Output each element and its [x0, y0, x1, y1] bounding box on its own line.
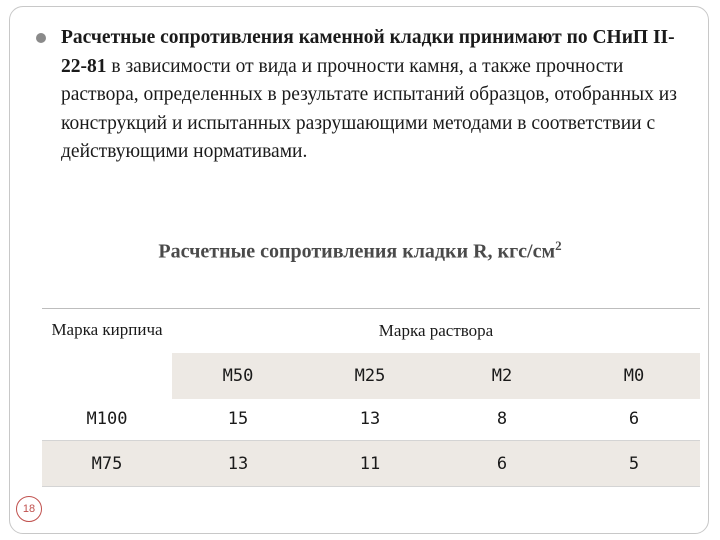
mortar-grade-cell: М2 — [491, 365, 513, 386]
mortar-grade-cell: М25 — [354, 365, 386, 386]
table-row — [42, 399, 700, 441]
mortar-grade-cell: М0 — [623, 365, 645, 386]
table-row — [42, 441, 700, 487]
intro-rest-text: в зависимости от вида и прочности камня, а также прочности раствора, определенных в результате испытаний образцов, отобранных из конструкций и испытанных разрушающими методами в соответствии с действующими нормативами. — [61, 55, 677, 162]
intro-text — [61, 24, 686, 167]
mortar-grade-header: Марка раствора — [172, 309, 700, 353]
mortar-grade-cell: М50 — [222, 365, 254, 386]
table-title — [0, 238, 720, 264]
value-cell: 5 — [628, 453, 640, 474]
page-number-badge — [16, 496, 42, 522]
brick-grade-header: Марка кирпича — [42, 309, 172, 399]
bullet-dot-icon — [36, 33, 46, 43]
table-title-sup: 2 — [555, 238, 562, 253]
value-cell: 6 — [628, 409, 640, 430]
value-cell: 11 — [359, 453, 381, 474]
brick-grade-cell: М100 — [86, 409, 128, 430]
resistance-table — [42, 308, 700, 487]
value-cell: 13 — [227, 453, 249, 474]
page-number: 18 — [22, 503, 36, 515]
intro-paragraph — [36, 24, 686, 167]
value-cell: 13 — [359, 409, 381, 430]
intro-bold-text: Расчетные сопротивления каменной кладки принимают по СНиП II-22-81 — [61, 27, 675, 77]
value-cell: 15 — [227, 409, 249, 430]
brick-grade-cell: М75 — [91, 453, 123, 474]
value-cell: 6 — [496, 453, 508, 474]
table-title-text: Расчетные сопротивления кладки R, кгс/см — [158, 240, 556, 263]
table-header-row — [42, 309, 700, 353]
value-cell: 8 — [496, 409, 508, 430]
